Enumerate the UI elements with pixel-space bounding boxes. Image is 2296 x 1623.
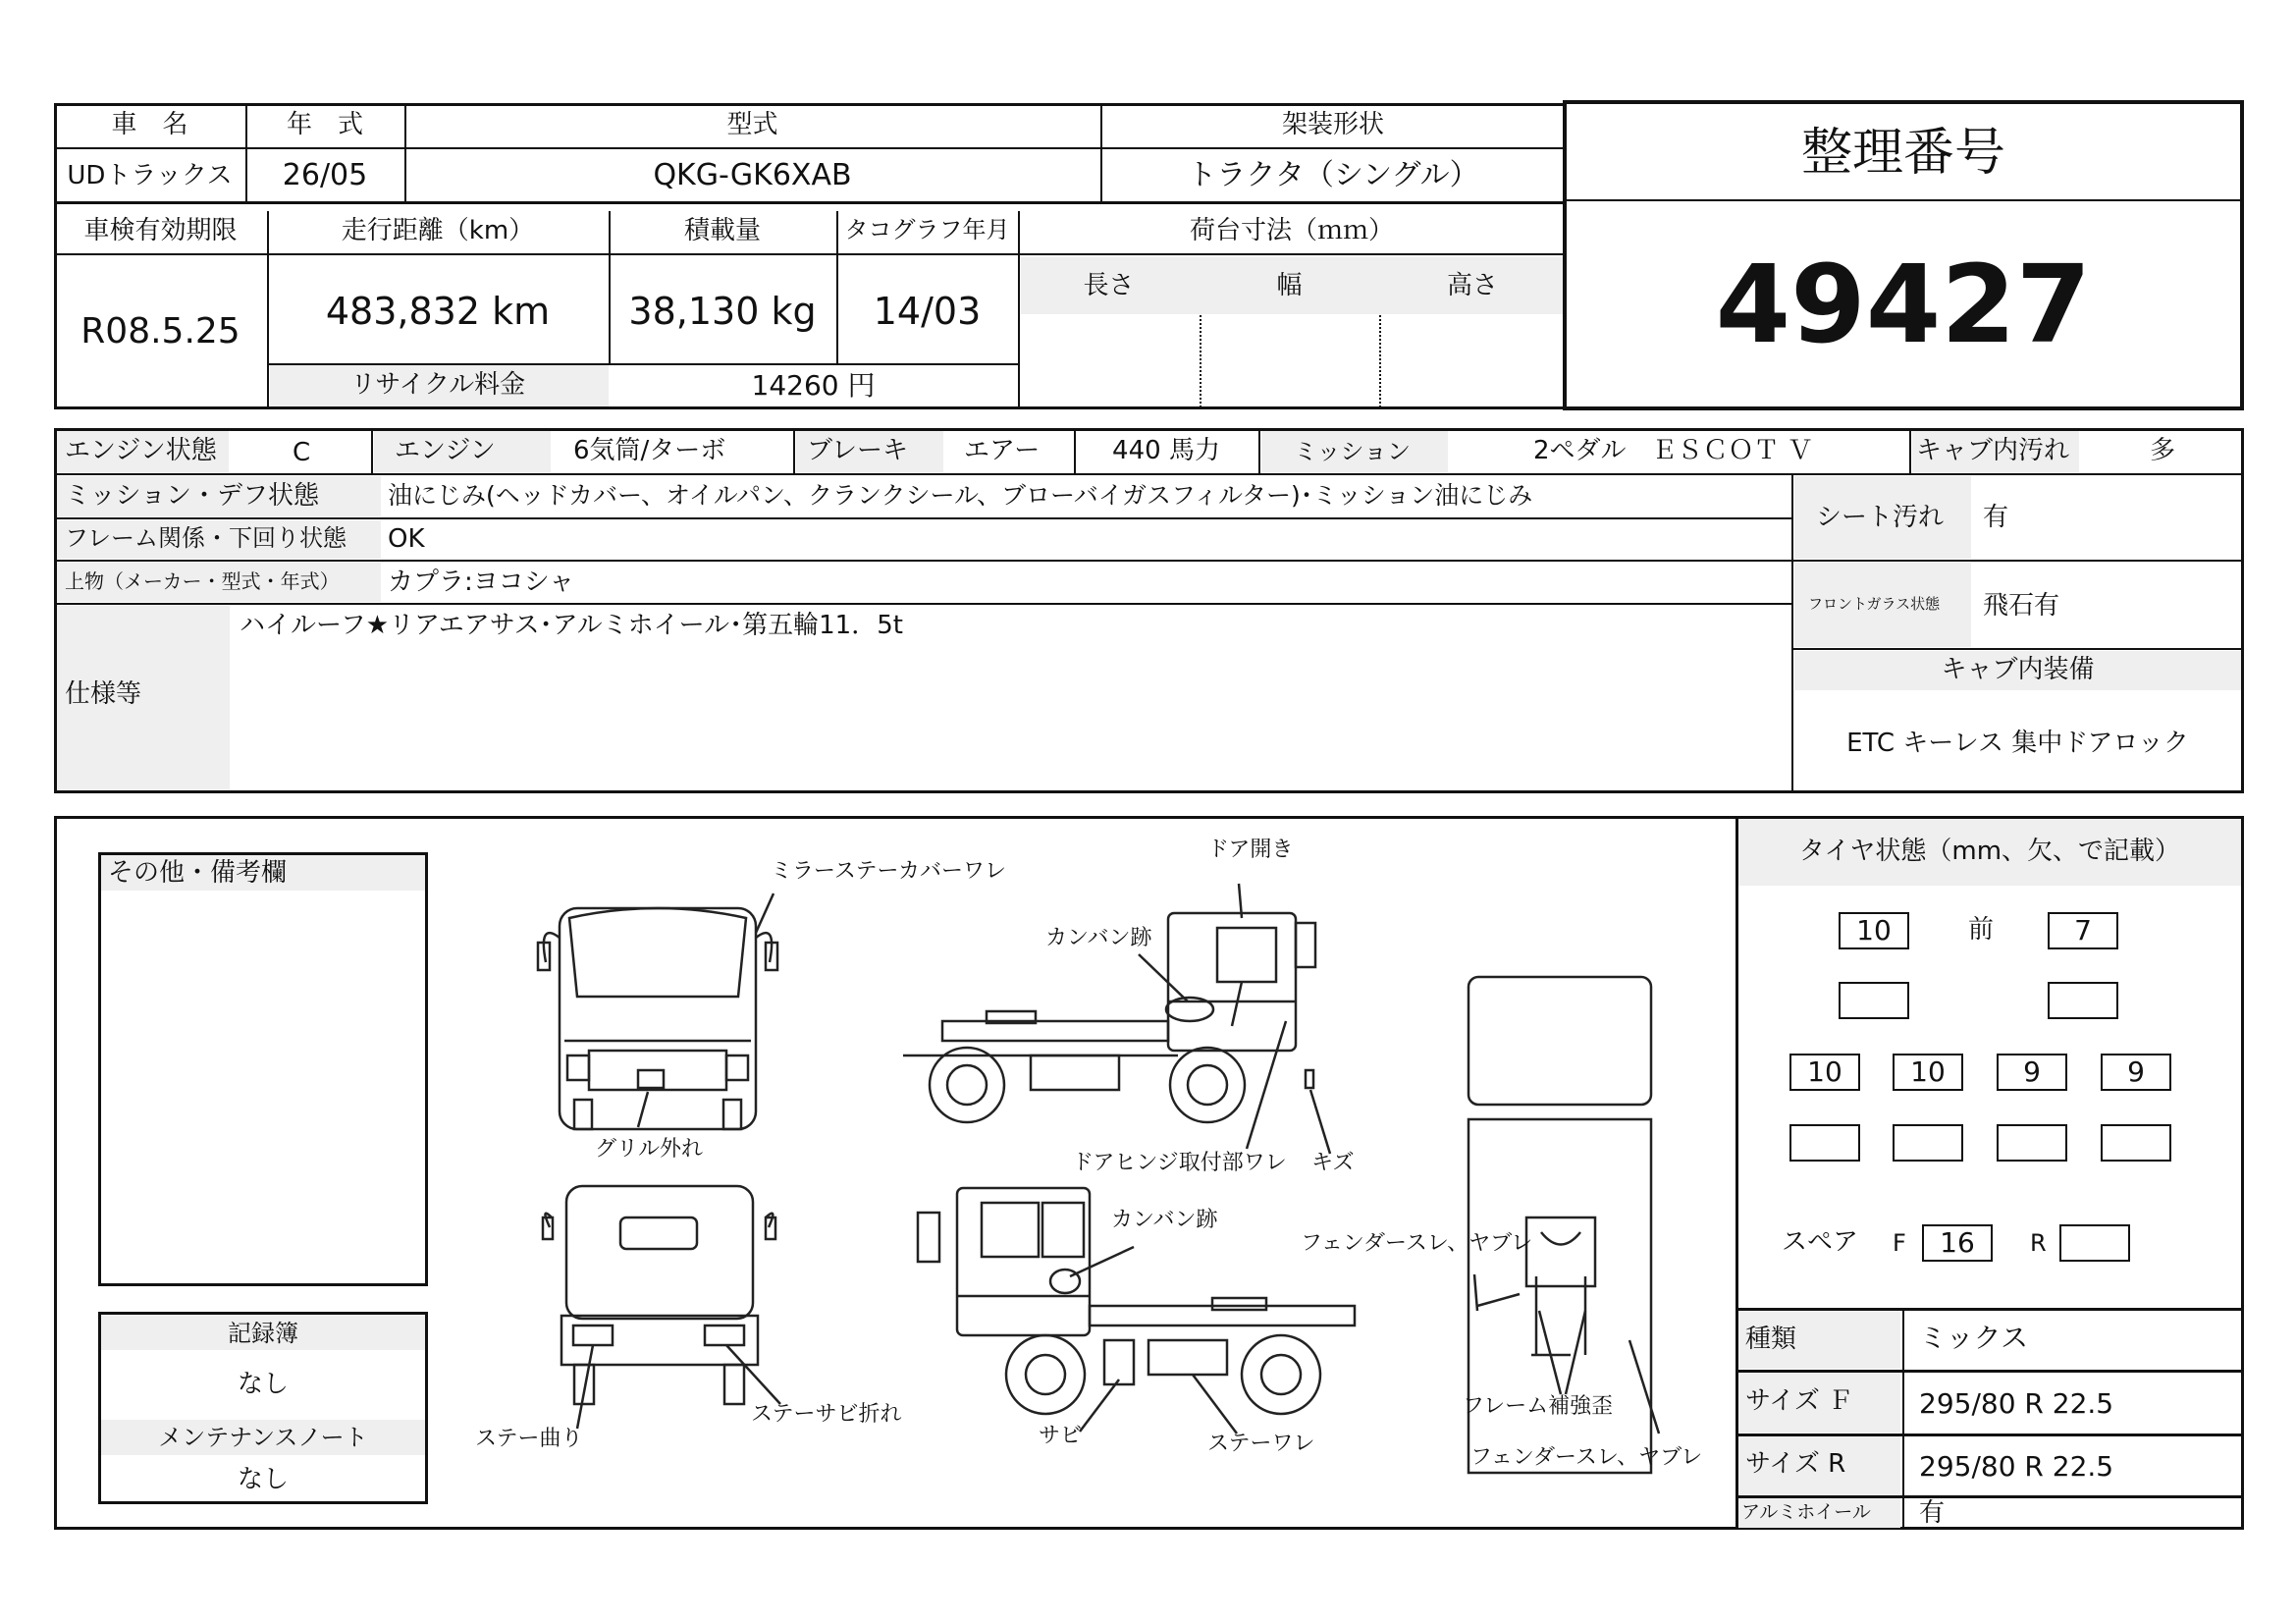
spare-f-label: F	[1893, 1229, 1906, 1257]
tire-size-f-label: サイズ Ｆ	[1745, 1386, 1854, 1416]
record-book: なし	[237, 1370, 289, 1399]
cab-dirt: 多	[2150, 436, 2176, 465]
load-value: 38,130 kg	[628, 290, 817, 333]
body-type: トラクタ（シングル）	[1187, 158, 1479, 192]
tire-rear-1: 10	[1789, 1054, 1860, 1091]
car-name-label: 車 名	[111, 110, 188, 139]
label-door-hinge: ドアヒンジ取付部ワレ	[1072, 1151, 1287, 1175]
tire-front-right-2	[2048, 982, 2118, 1019]
tire-condition-title: タイヤ状態（mm、欠、で記載）	[1798, 837, 2181, 866]
cab-equipment-label: キャブ内装備	[1941, 655, 2095, 684]
truck-side-view-right	[903, 884, 1330, 1154]
spare-label: スペア	[1782, 1227, 1859, 1257]
tire-rear-6	[1893, 1124, 1963, 1162]
frame-label: フレーム関係・下回り状態	[65, 524, 347, 552]
tire-rear-2: 10	[1893, 1054, 1963, 1091]
recycle-fee: 14260 円	[751, 369, 876, 402]
seat-dirt: 有	[1983, 503, 2009, 532]
front-label: 前	[1967, 915, 1994, 945]
year-label: 年 式	[286, 110, 363, 139]
windshield: 飛石有	[1983, 591, 2060, 621]
spec-label: 仕様等	[65, 679, 142, 709]
spare-f: 16	[1922, 1224, 1993, 1262]
mileage-label: 走行距離（km）	[341, 216, 535, 245]
mission-def-label: ミッション・デフ状態	[65, 481, 319, 511]
upper-label: 上物（メーカー・型式・年式）	[65, 569, 340, 593]
label-mirror-stay: ミラーステーカバーワレ	[771, 859, 1007, 884]
label-stay-rust: ステーサビ折れ	[751, 1402, 902, 1427]
mission-label: ミッション	[1294, 438, 1412, 465]
label-kanban-1: カンバン跡	[1045, 926, 1152, 950]
tire-rear-4: 9	[2101, 1054, 2171, 1091]
tire-rear-3: 9	[1997, 1054, 2067, 1091]
body-type-label: 架装形状	[1281, 110, 1384, 139]
label-stay-crack: ステーワレ	[1207, 1432, 1315, 1456]
frame-state: OK	[388, 524, 425, 554]
tacho-label: タコグラフ年月	[844, 216, 1010, 243]
year: 26/05	[282, 158, 368, 192]
bed-height-label: 高さ	[1446, 271, 1498, 300]
model-label: 型式	[726, 110, 778, 139]
engine-state-label: エンジン状態	[65, 436, 217, 465]
tire-rear-5	[1789, 1124, 1860, 1162]
alumi-wheel: 有	[1919, 1498, 1946, 1528]
label-grille: グリル外れ	[595, 1137, 704, 1162]
upper-value: カプラ:ヨコシャ	[388, 568, 575, 597]
tire-front-right: 7	[2048, 912, 2118, 949]
cab-equipment: ETC キーレス 集中ドアロック	[1846, 729, 2189, 758]
bed-width-label: 幅	[1276, 271, 1303, 300]
tire-front-left: 10	[1839, 912, 1909, 949]
spare-r	[2059, 1224, 2130, 1262]
tire-rear-8	[2101, 1124, 2171, 1162]
tire-type: ミックス	[1919, 1322, 2029, 1354]
spec-value: ハイルーフ★リアエアサス･アルミホイール･第五輪11．5t	[240, 611, 903, 640]
tire-size-r-label: サイズ R	[1745, 1449, 1846, 1479]
bed-size-label: 荷台寸法（ｍｍ）	[1189, 216, 1394, 245]
mileage-value: 483,832 km	[325, 290, 551, 333]
tire-type-label: 種類	[1745, 1325, 1797, 1354]
horsepower: 440 馬力	[1112, 436, 1220, 465]
cab-dirt-label: キャブ内汚れ	[1916, 436, 2070, 465]
inspection-label: 車検有効期限	[83, 216, 238, 245]
label-fender-1: フェンダースレ、ヤブレ	[1301, 1231, 1533, 1256]
car-name: UDトラックス	[67, 161, 233, 190]
model: QKG-GK6XAB	[653, 158, 852, 192]
seat-dirt-label: シート汚れ	[1816, 503, 1945, 532]
truck-rear-view	[543, 1186, 780, 1429]
truck-front-view	[538, 893, 777, 1129]
label-scratch: キズ	[1311, 1151, 1355, 1175]
tacho-value: 14/03	[873, 290, 982, 333]
brake-value: エアー	[964, 436, 1041, 465]
label-door-open: ドア開き	[1207, 838, 1294, 862]
alumi-wheel-label: アルミホイール	[1741, 1501, 1871, 1523]
mission-value: 2ペダル ＥＳＣＯＴ Ｖ	[1533, 436, 1813, 465]
ref-number-label: 整理番号	[1800, 124, 2005, 183]
mission-def: 油にじみ(ヘッドカバー、オイルパン、クランクシール、ブローバイガスフィルター)･ミッション油にじみ	[388, 481, 1533, 510]
engine-label: エンジン	[395, 436, 496, 465]
inspection-date: R08.5.25	[80, 311, 240, 352]
label-stay-bent: ステー曲り	[475, 1427, 583, 1451]
remarks-label: その他・備考欄	[108, 858, 288, 888]
maintenance-note: なし	[237, 1465, 289, 1494]
brake-label: ブレーキ	[807, 436, 908, 465]
tire-size-f: 295/80 R 22.5	[1919, 1387, 2114, 1420]
maintenance-note-label: メンテナンスノート	[158, 1424, 368, 1451]
label-kanban-2: カンバン跡	[1111, 1208, 1218, 1232]
recycle-label: リサイクル料金	[349, 370, 526, 400]
load-label: 積載量	[683, 216, 761, 245]
bed-length-label: 長さ	[1083, 271, 1135, 300]
label-rust: サビ	[1039, 1424, 1083, 1448]
tire-size-r: 295/80 R 22.5	[1919, 1450, 2114, 1483]
windshield-label: フロントガラス状態	[1808, 595, 1941, 613]
label-frame-reinforce: フレーム補強歪	[1463, 1394, 1614, 1419]
label-fender-2: フェンダースレ、ヤブレ	[1470, 1445, 1703, 1470]
record-book-label: 記録簿	[228, 1320, 298, 1347]
spare-r-label: R	[2030, 1229, 2047, 1257]
tire-rear-7	[1997, 1124, 2067, 1162]
engine-value: 6気筒/ターボ	[573, 436, 726, 465]
ref-number: 49427	[1715, 242, 2092, 367]
engine-state: C	[293, 438, 311, 467]
tire-front-left-2	[1839, 982, 1909, 1019]
